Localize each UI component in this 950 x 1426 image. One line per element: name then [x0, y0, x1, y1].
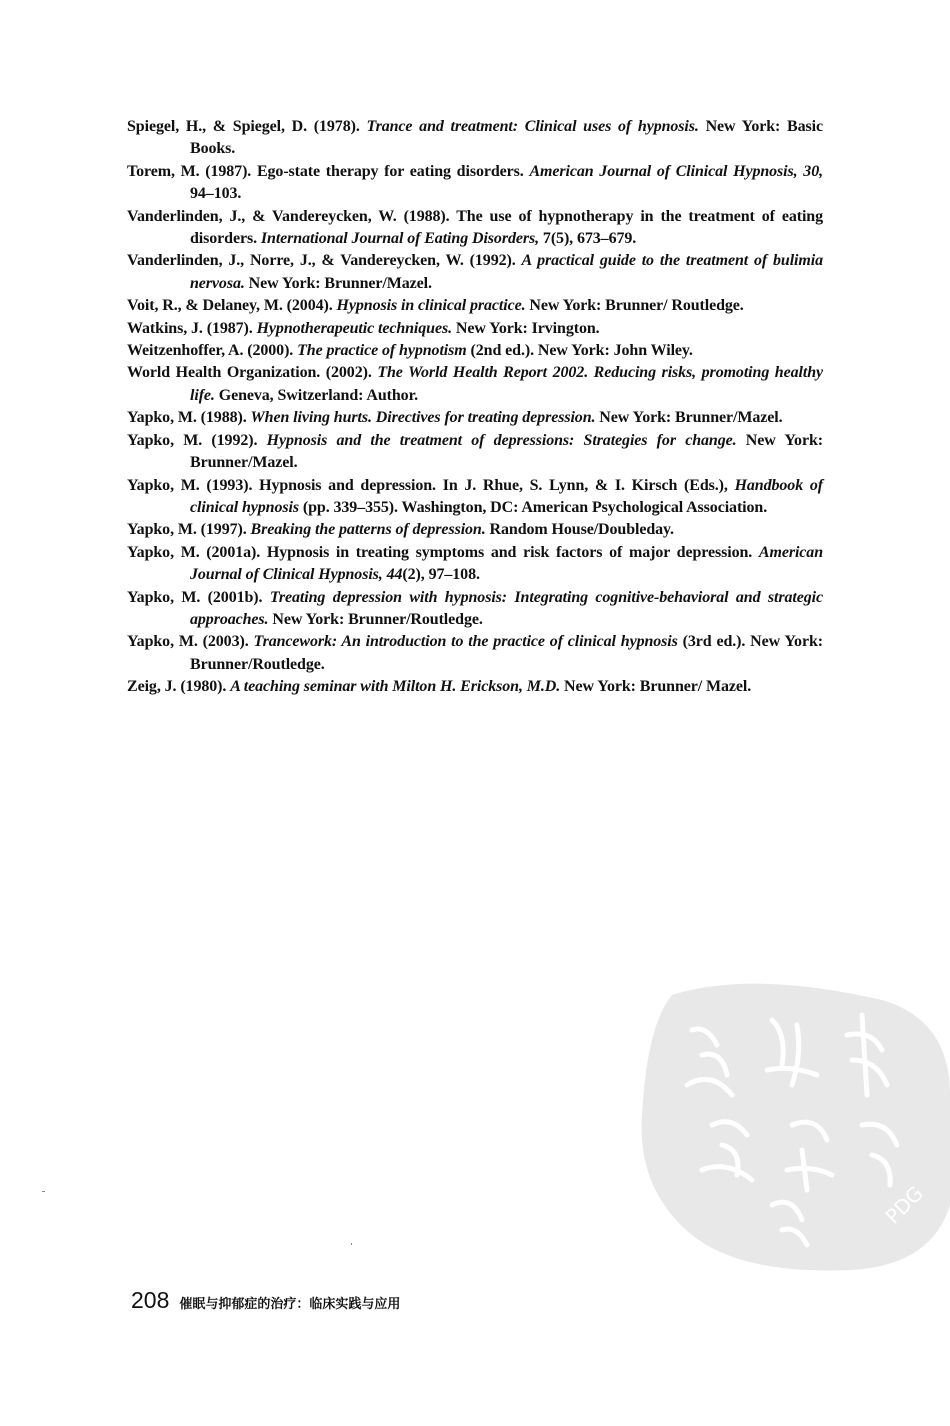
reference-title: The practice of hypnotism — [297, 342, 467, 360]
reference-publisher: New York: Irvington. — [452, 319, 600, 337]
reference-publisher: New York: Brunner/ Mazel. — [560, 678, 752, 696]
reference-entry — [127, 519, 823, 541]
reference-authors: Yapko, M. (2001a). Hypnosis in treating symptoms and risk factors of major depression. — [127, 543, 759, 561]
reference-authors: Watkins, J. (1987). — [127, 319, 257, 337]
reference-authors: Torem, M. (1987). Ego-state therapy for eating disorders. — [127, 162, 530, 180]
reference-publisher: New York: Brunner/Mazel. — [244, 274, 432, 292]
reference-entry — [127, 676, 823, 698]
scan-speck — [42, 1191, 45, 1192]
reference-entry — [127, 475, 823, 520]
reference-authors: Zeig, J. (1980). — [127, 678, 231, 696]
reference-publisher: 7(5), 673–679. — [539, 230, 637, 248]
reference-publisher: New York: Brunner/ Routledge. — [525, 297, 744, 315]
reference-title: A teaching seminar with Milton H. Erickson, M.D. — [230, 678, 561, 696]
reference-authors: Spiegel, H., & Spiegel, D. (1978). — [127, 118, 367, 135]
reference-title: Trance and treatment: Clinical uses of hypnosis. — [366, 118, 699, 135]
reference-publisher: (2), 97–108. — [402, 566, 480, 584]
reference-authors: Yapko, M. (1992). — [127, 431, 267, 449]
reference-title: Hypnosis in clinical practice. — [336, 297, 526, 315]
reference-title: Breaking the patterns of depression. — [250, 521, 486, 539]
seal-label: PDG — [880, 1181, 928, 1229]
reference-title: Hypnotherapeutic techniques. — [256, 319, 453, 337]
reference-authors: Vanderlinden, J., Norre, J., & Vandereycken, W. (1992). — [127, 252, 522, 270]
reference-entry — [127, 542, 823, 587]
reference-title: A practical guide to the treatment of bulimia nervosa. — [190, 252, 823, 292]
reference-entry — [127, 631, 823, 676]
reference-authors: Yapko, M. (2003). — [127, 633, 254, 651]
watermark-seal — [632, 975, 950, 1275]
reference-title: American Journal of Clinical Hypnosis, 44 — [190, 543, 823, 584]
reference-title: The World Health Report 2002. Reducing risks, promoting healthy life. — [190, 364, 823, 404]
reference-entry — [127, 318, 823, 340]
reference-publisher: Random House/Doubleday. — [485, 521, 674, 539]
reference-title: American Journal of Clinical Hypnosis, 30, — [529, 162, 823, 180]
reference-publisher: New York: Brunner/Routledge. — [268, 610, 483, 628]
reference-publisher: Geneva, Switzerland: Author. — [214, 386, 419, 404]
reference-publisher: (pp. 339–355). Washington, DC: American Psychological Association. — [298, 498, 768, 516]
reference-authors: Yapko, M. (2001b). — [127, 588, 270, 606]
reference-title: Treating depression with hypnosis: Integrating cognitive-behavioral and strategic approaches. — [190, 588, 823, 628]
running-title: 催眠与抑郁症的治疗：临床实践与应用 — [179, 1297, 401, 1312]
reference-authors: Vanderlinden, J., & Vandereycken, W. (1988). The use of hypnotherapy in the treatment of eating disorders. — [127, 207, 823, 248]
reference-entry — [127, 295, 823, 317]
reference-entry — [127, 116, 823, 161]
reference-entry — [127, 407, 823, 429]
reference-publisher: (2nd ed.). New York: John Wiley. — [466, 342, 693, 360]
page-number: 208 — [131, 1287, 170, 1313]
reference-entry — [127, 587, 823, 632]
reference-authors: Weitzenhoffer, A. (2000). — [127, 342, 298, 360]
reference-publisher: (3rd ed.). New York: Brunner/Routledge. — [190, 633, 823, 673]
reference-entry — [127, 161, 823, 206]
reference-entry — [127, 206, 823, 251]
reference-entry — [127, 362, 823, 407]
reference-authors: Yapko, M. (1993). Hypnosis and depression. In J. Rhue, S. Lynn, & I. Kirsch (Eds.), — [127, 476, 735, 494]
reference-title: Trancework: An introduction to the practice of clinical hypnosis — [253, 633, 678, 651]
reference-entry — [127, 430, 823, 475]
reference-publisher: New York: Brunner/Mazel. — [595, 409, 783, 427]
page-footer — [131, 1287, 400, 1323]
reference-publisher: New York: Brunner/Mazel. — [190, 431, 823, 472]
reference-authors: Yapko, M. (1988). — [127, 409, 251, 427]
reference-title: International Journal of Eating Disorders, — [260, 230, 540, 248]
reference-entry — [127, 340, 823, 362]
reference-publisher: New York: Basic Books. — [190, 118, 823, 158]
reference-title: Hypnosis and the treatment of depressions: Strategies for change. — [266, 431, 737, 449]
reference-title: Handbook of clinical hypnosis — [190, 476, 823, 516]
scan-speck — [351, 1243, 352, 1245]
reference-publisher: 94–103. — [190, 185, 242, 203]
reference-list — [127, 116, 823, 699]
reference-authors: World Health Organization. (2002). — [127, 364, 378, 382]
reference-title: When living hurts. Directives for treating depression. — [250, 409, 596, 427]
reference-authors: Yapko, M. (1997). — [127, 521, 251, 539]
reference-authors: Voit, R., & Delaney, M. (2004). — [127, 297, 337, 315]
reference-entry — [127, 250, 823, 295]
